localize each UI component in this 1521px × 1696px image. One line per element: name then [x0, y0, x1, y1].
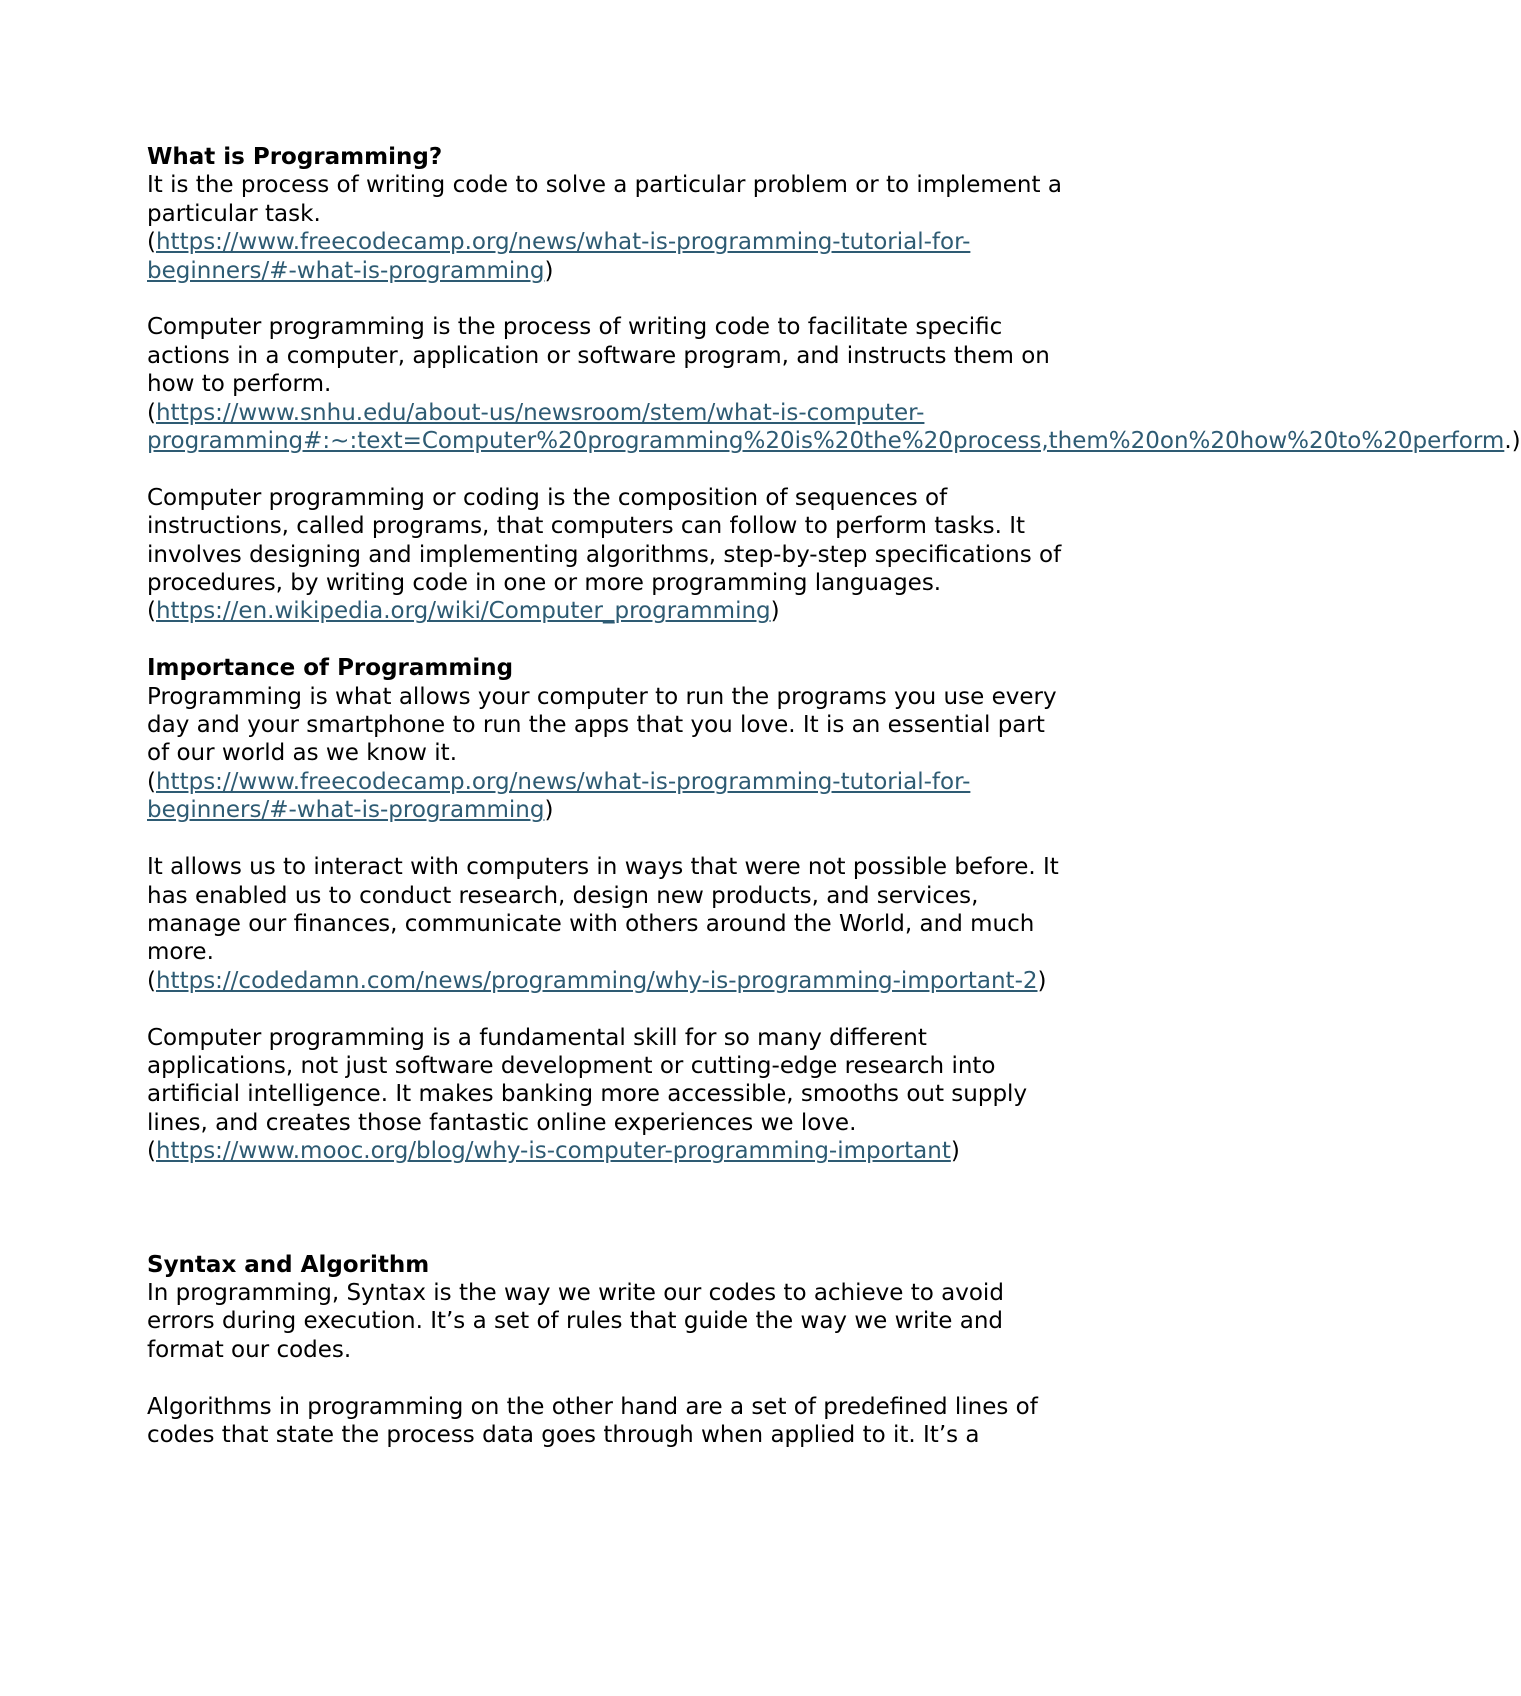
source-suffix: .) [1504, 428, 1521, 455]
source-link-codedamn[interactable]: https://codedamn.com/news/programming/why-is-programming-important-2 [155, 967, 1038, 994]
source-link-wikipedia[interactable]: https://en.wikipedia.org/wiki/Computer_programming [155, 598, 771, 625]
paragraph-text: Computer programming or coding is the composition of sequences of instructions, called programs, that computers can follow to perform tasks. It involves designing and implementing algorithms, step-by-step specifications of procedures, by writing code in one or more programming languages. [147, 484, 1062, 597]
document-page [147, 143, 1521, 1449]
section-heading-what-is-programming: What is Programming? [147, 144, 443, 170]
section-heading-syntax-algorithm: Syntax and Algorithm [147, 1251, 430, 1278]
paragraph-text: Computer programming is a fundamental skill for so many different applications, not just software development or cutting-edge research into artificial intelligence. It makes banking more accessible, smooths out supply lines, and creates those fantastic online experiences we love. [147, 1024, 1028, 1136]
source-link-freecodecamp[interactable]: https://www.freecodecamp.org/news/what-is-programming-tutorial-for-beginners/#-what-is-programming [147, 768, 971, 824]
paragraph-importance-1: Programming is what allows your computer to run the programs you use every day and your smartphone to run the apps that you love. It is an essential part of our world as we know it. (https://www.freecodecamp.org/news/what-is-programming-tutorial-for-beginners/#-what-is-programming) [147, 683, 1057, 824]
paragraph-algorithm: Algorithms in programming on the other hand are a set of predefined lines of codes that state the process data goes through when applied to it. It’s a [147, 1393, 1038, 1448]
paragraph-text: It is the process of writing code to solve a particular problem or to implement a particular task. [147, 172, 1062, 227]
source-link-snhu[interactable]: https://www.snhu.edu/about-us/newsroom/stem/what-is-computer-programming#:~:text=Computer%20programming%20is%20the%20process,them%20on%20how%20to%20perform [147, 399, 1505, 455]
source-suffix: ) [544, 797, 554, 824]
paragraph-text: It allows us to interact with computers in ways that were not possible before. It has enabled us to conduct research, design new products, and services, manage our finances, communicate with others around the World, and much more. [147, 854, 1059, 966]
paragraph-definition-3: Computer programming or coding is the composition of sequences of instructions, called programs, that computers can follow to perform tasks. It involves designing and implementing algorithms, step-by-step specifications of procedures, by writing code in one or more programming languages. (https://en.wikipedia.org/wiki/Computer_programming) [147, 484, 1062, 625]
paragraph-importance-2: It allows us to interact with computers in ways that were not possible before. It has enabled us to conduct research, design new products, and services, manage our finances, communicate with others around the World, and much more. (https://codedamn.com/news/programming/why-is-programming-important-2) [147, 854, 1059, 994]
source-link-mooc[interactable]: https://www.mooc.org/blog/why-is-computer-programming-important [155, 1138, 951, 1165]
source-suffix: ) [770, 598, 780, 625]
paragraph-text: Programming is what allows your computer to run the programs you use every day and your smartphone to run the apps that you love. It is an essential part of our world as we know it. [147, 683, 1057, 767]
source-suffix: ) [544, 257, 554, 284]
source-suffix: ) [1037, 967, 1047, 994]
source-suffix: ) [950, 1138, 960, 1165]
paragraph-importance-3: Computer programming is a fundamental skill for so many different applications, not just software development or cutting-edge research into artificial intelligence. It makes banking more accessible, smooths out supply lines, and creates those fantastic online experiences we love. (https://www.mooc.org/blog/why-is-computer-programming-important) [147, 1024, 1028, 1165]
paragraph-definition-1: It is the process of writing code to solve a particular problem or to implement a particular task. (https://www.freecodecamp.org/news/what-is-programming-tutorial-for-beginners/#-what-is-programming) [147, 172, 1062, 284]
source-link-freecodecamp[interactable]: https://www.freecodecamp.org/news/what-is-programming-tutorial-for-beginners/#-what-is-programming [147, 229, 971, 284]
paragraph-text: Computer programming is the process of writing code to facilitate specific actions in a computer, application or software program, and instructs them on how to perform. [147, 314, 1050, 398]
paragraph-definition-2: Computer programming is the process of writing code to facilitate specific actions in a computer, application or software program, and instructs them on how to perform. (https://www.snhu.edu/about-us/newsroom/stem/what-is-computer-programming#:~:text=Computer%20programming%20is%20the%20process,them%20on%20how%20to%20perform.) [147, 314, 1521, 455]
paragraph-syntax: In programming, Syntax is the way we write our codes to achieve to avoid errors during execution. It’s a set of rules that guide the way we write and format our codes. [147, 1279, 1004, 1363]
section-heading-importance: Importance of Programming [147, 655, 514, 682]
